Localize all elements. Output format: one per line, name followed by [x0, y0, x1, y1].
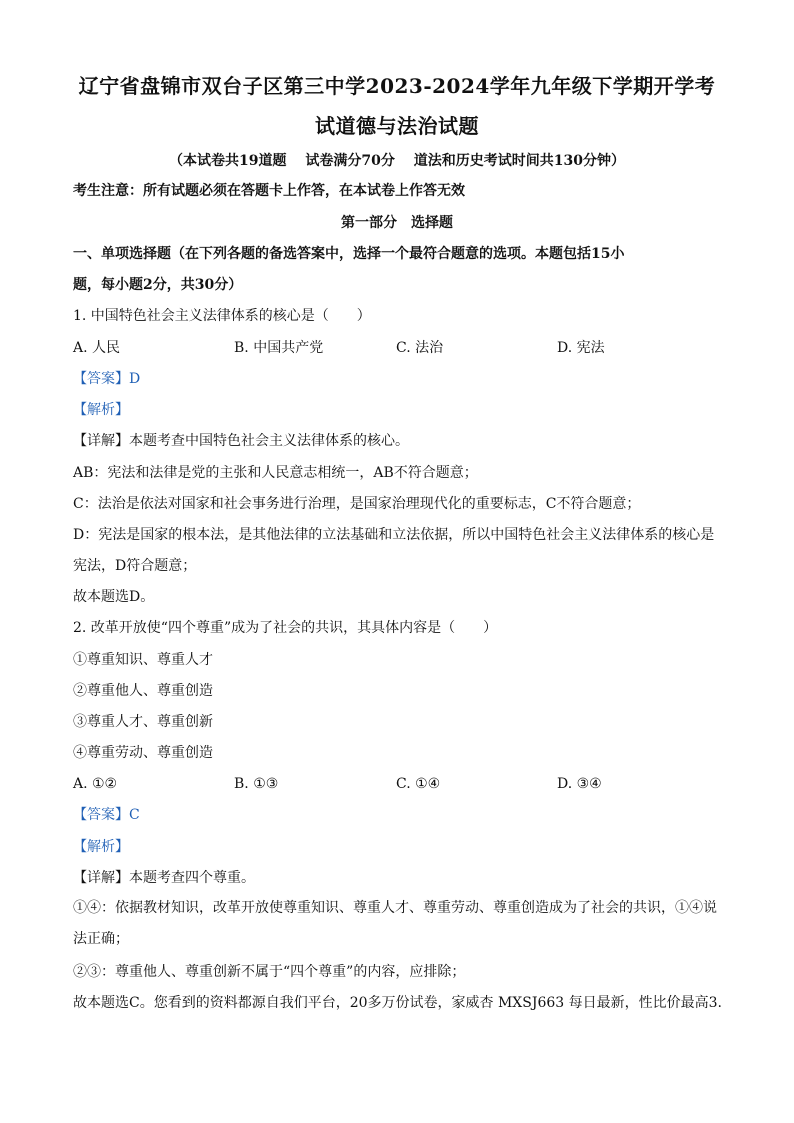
q1-option-b: B. 中国共产党 — [234, 340, 324, 356]
q1-option-d: D. 宪法 — [557, 340, 605, 356]
q2-analysis-label: 【解析】 — [73, 839, 129, 855]
q2-item: ①尊重知识、尊重人才 — [73, 652, 213, 668]
q1-explanation-line: 宪法，D符合题意； — [73, 558, 197, 574]
exam-meta: （本试卷共19道题 试卷满分70分 道法和历史考试时间共130分钟） — [169, 153, 625, 169]
q2-item: ②尊重他人、尊重创造 — [73, 683, 213, 699]
q2-option-c: C. ①④ — [396, 776, 441, 792]
q2-conclusion: 故本题选C。您看到的资料都源自我们平台，20多万份试卷，家威杏 MXSJ663 每日最新，性比价最高3. — [73, 995, 723, 1011]
q2-stem: 2. 改革开放使“四个尊重”成为了社会的共识，其具体内容是（ ） — [73, 620, 498, 636]
q2-item: ④尊重劳动、尊重创造 — [73, 745, 213, 761]
q2-option-b: B. ①③ — [234, 776, 279, 792]
q1-explanation-line: AB：宪法和法律是党的主张和人民意志相统一，AB不符合题意； — [73, 465, 478, 481]
section-heading-line-1: 一、单项选择题（在下列各题的备选答案中，选择一个最符合题意的选项。本题包括15小 — [73, 246, 625, 262]
q1-option-c: C. 法治 — [396, 340, 444, 356]
q1-analysis-label: 【解析】 — [73, 402, 129, 418]
q1-conclusion: 故本题选D。 — [73, 589, 155, 605]
q2-explanation-paragraph: ①④：依据教材知识，改革开放使尊重知识、尊重人才、尊重劳动、尊重创造成为了社会的共识，①④说法正确； — [73, 900, 717, 947]
q2-explanation-line: ②③：尊重他人、尊重创新不属于“四个尊重”的内容，应排除； — [73, 964, 466, 980]
q1-answer: 【答案】D — [73, 371, 141, 387]
q1-stem: 1. 中国特色社会主义法律体系的核心是（ ） — [73, 308, 371, 324]
q2-detail: 【详解】本题考查四个尊重。 — [73, 870, 255, 886]
q2-option-a: A. ①② — [73, 776, 118, 792]
q2-item: ③尊重人才、尊重创新 — [73, 714, 213, 730]
q1-option-a: A. 人民 — [73, 340, 121, 356]
page-title-line-2: 试道德与法治试题 — [315, 114, 479, 138]
q2-answer: 【答案】C — [73, 807, 140, 823]
part-heading: 第一部分 选择题 — [341, 215, 453, 231]
q2-option-d: D. ③④ — [557, 776, 602, 792]
exam-notice: 考生注意：所有试题必须在答题卡上作答，在本试卷上作答无效 — [73, 183, 465, 199]
section-heading-line-2: 题，每小题2分，共30分） — [73, 277, 243, 293]
q1-explanation-line: C：法治是依法对国家和社会事务进行治理，是国家治理现代化的重要标志，C不符合题意； — [73, 496, 641, 512]
q1-detail: 【详解】本题考查中国特色社会主义法律体系的核心。 — [73, 433, 409, 449]
q1-explanation-line: D：宪法是国家的根本法，是其他法律的立法基础和立法依据，所以中国特色社会主义法律体系的核心是 — [73, 527, 715, 543]
page-title-line-1: 辽宁省盘锦市双台子区第三中学2023-2024学年九年级下学期开学考 — [78, 74, 716, 98]
